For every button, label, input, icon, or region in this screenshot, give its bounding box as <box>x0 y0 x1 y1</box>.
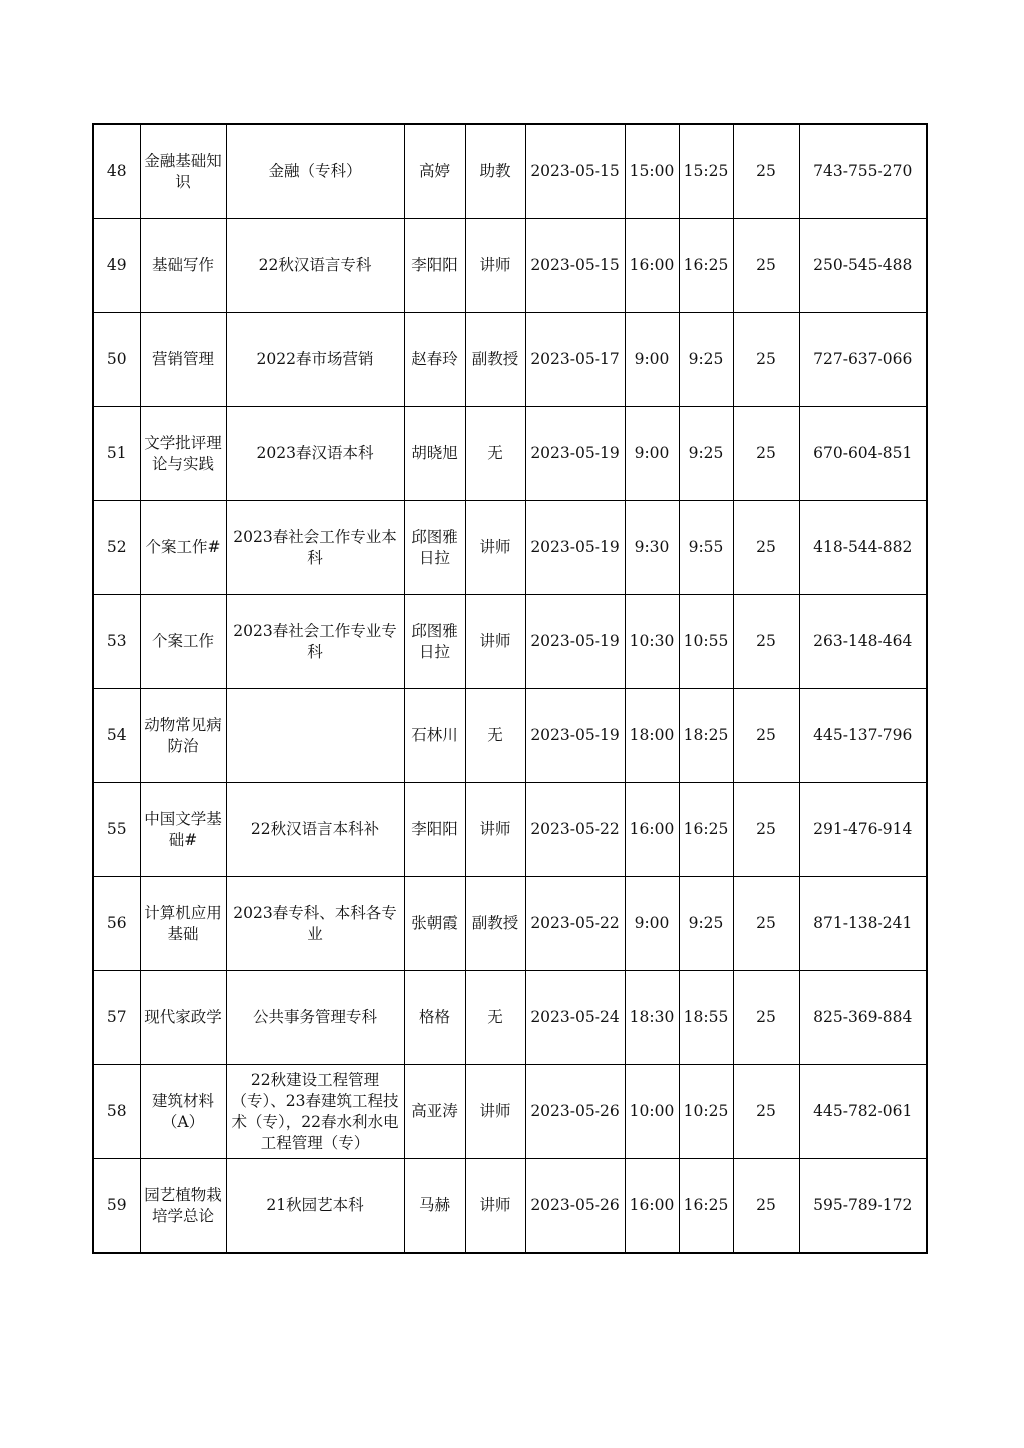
row-number-cell: 56 <box>93 877 140 971</box>
duration-cell: 25 <box>733 219 799 313</box>
row-number-cell: 58 <box>93 1065 140 1159</box>
start-time-cell: 15:00 <box>625 124 679 219</box>
teacher-name-cell: 石林川 <box>404 689 465 783</box>
class-name-cell: 2023春专科、本科各专业 <box>226 877 404 971</box>
date-cell: 2023-05-19 <box>525 689 625 783</box>
duration-cell: 25 <box>733 1065 799 1159</box>
date-cell: 2023-05-22 <box>525 877 625 971</box>
row-number-cell: 52 <box>93 501 140 595</box>
row-number-cell: 59 <box>93 1159 140 1254</box>
teacher-title-cell: 无 <box>465 407 525 501</box>
meeting-id-cell: 670-604-851 <box>799 407 927 501</box>
meeting-id-cell: 250-545-488 <box>799 219 927 313</box>
teacher-title-cell: 讲师 <box>465 1159 525 1254</box>
table-row <box>93 219 927 313</box>
schedule-table <box>92 123 928 1254</box>
end-time-cell: 16:25 <box>679 783 733 877</box>
course-name-cell: 现代家政学 <box>140 971 226 1065</box>
start-time-cell: 9:00 <box>625 407 679 501</box>
table-row <box>93 877 927 971</box>
date-cell: 2023-05-19 <box>525 501 625 595</box>
duration-cell: 25 <box>733 1159 799 1254</box>
class-name-cell: 2022春市场营销 <box>226 313 404 407</box>
course-name-cell: 个案工作# <box>140 501 226 595</box>
teacher-name-cell: 邱图雅日拉 <box>404 501 465 595</box>
end-time-cell: 15:25 <box>679 124 733 219</box>
class-name-cell: 22秋汉语言本科补 <box>226 783 404 877</box>
course-name-cell: 文学批评理论与实践 <box>140 407 226 501</box>
end-time-cell: 9:25 <box>679 407 733 501</box>
table-row <box>93 1065 927 1159</box>
table-row <box>93 971 927 1065</box>
class-name-cell: 金融（专科） <box>226 124 404 219</box>
start-time-cell: 18:00 <box>625 689 679 783</box>
duration-cell: 25 <box>733 595 799 689</box>
class-name-cell: 2023春社会工作专业专科 <box>226 595 404 689</box>
course-name-cell: 个案工作 <box>140 595 226 689</box>
teacher-name-cell: 李阳阳 <box>404 783 465 877</box>
start-time-cell: 10:30 <box>625 595 679 689</box>
date-cell: 2023-05-26 <box>525 1065 625 1159</box>
meeting-id-cell: 263-148-464 <box>799 595 927 689</box>
row-number-cell: 50 <box>93 313 140 407</box>
class-name-cell: 2023春社会工作专业本科 <box>226 501 404 595</box>
teacher-name-cell: 格格 <box>404 971 465 1065</box>
course-name-cell: 动物常见病防治 <box>140 689 226 783</box>
date-cell: 2023-05-19 <box>525 595 625 689</box>
start-time-cell: 10:00 <box>625 1065 679 1159</box>
end-time-cell: 16:25 <box>679 1159 733 1254</box>
teacher-name-cell: 高亚涛 <box>404 1065 465 1159</box>
teacher-title-cell: 讲师 <box>465 219 525 313</box>
teacher-title-cell: 助教 <box>465 124 525 219</box>
course-name-cell: 金融基础知识 <box>140 124 226 219</box>
duration-cell: 25 <box>733 689 799 783</box>
duration-cell: 25 <box>733 313 799 407</box>
table-row <box>93 313 927 407</box>
teacher-title-cell: 讲师 <box>465 1065 525 1159</box>
teacher-title-cell: 无 <box>465 689 525 783</box>
row-number-cell: 48 <box>93 124 140 219</box>
date-cell: 2023-05-19 <box>525 407 625 501</box>
row-number-cell: 51 <box>93 407 140 501</box>
course-name-cell: 中国文学基础# <box>140 783 226 877</box>
date-cell: 2023-05-26 <box>525 1159 625 1254</box>
start-time-cell: 16:00 <box>625 219 679 313</box>
table-row <box>93 595 927 689</box>
table-row <box>93 1159 927 1254</box>
end-time-cell: 18:55 <box>679 971 733 1065</box>
start-time-cell: 18:30 <box>625 971 679 1065</box>
start-time-cell: 9:00 <box>625 877 679 971</box>
teacher-title-cell: 副教授 <box>465 877 525 971</box>
duration-cell: 25 <box>733 501 799 595</box>
teacher-name-cell: 赵春玲 <box>404 313 465 407</box>
duration-cell: 25 <box>733 877 799 971</box>
duration-cell: 25 <box>733 407 799 501</box>
date-cell: 2023-05-17 <box>525 313 625 407</box>
teacher-title-cell: 无 <box>465 971 525 1065</box>
meeting-id-cell: 595-789-172 <box>799 1159 927 1254</box>
start-time-cell: 9:00 <box>625 313 679 407</box>
duration-cell: 25 <box>733 124 799 219</box>
table-row <box>93 783 927 877</box>
duration-cell: 25 <box>733 971 799 1065</box>
class-name-cell <box>226 689 404 783</box>
table-row <box>93 124 927 219</box>
end-time-cell: 10:55 <box>679 595 733 689</box>
end-time-cell: 9:25 <box>679 313 733 407</box>
end-time-cell: 10:25 <box>679 1065 733 1159</box>
row-number-cell: 57 <box>93 971 140 1065</box>
teacher-name-cell: 马赫 <box>404 1159 465 1254</box>
teacher-name-cell: 李阳阳 <box>404 219 465 313</box>
class-name-cell: 21秋园艺本科 <box>226 1159 404 1254</box>
table-row <box>93 689 927 783</box>
meeting-id-cell: 445-782-061 <box>799 1065 927 1159</box>
class-name-cell: 公共事务管理专科 <box>226 971 404 1065</box>
teacher-name-cell: 张朝霞 <box>404 877 465 971</box>
row-number-cell: 53 <box>93 595 140 689</box>
meeting-id-cell: 871-138-241 <box>799 877 927 971</box>
teacher-title-cell: 讲师 <box>465 783 525 877</box>
date-cell: 2023-05-15 <box>525 124 625 219</box>
class-name-cell: 2023春汉语本科 <box>226 407 404 501</box>
teacher-name-cell: 胡晓旭 <box>404 407 465 501</box>
meeting-id-cell: 445-137-796 <box>799 689 927 783</box>
end-time-cell: 16:25 <box>679 219 733 313</box>
end-time-cell: 9:25 <box>679 877 733 971</box>
course-name-cell: 营销管理 <box>140 313 226 407</box>
meeting-id-cell: 418-544-882 <box>799 501 927 595</box>
start-time-cell: 16:00 <box>625 1159 679 1254</box>
meeting-id-cell: 291-476-914 <box>799 783 927 877</box>
course-name-cell: 园艺植物栽培学总论 <box>140 1159 226 1254</box>
row-number-cell: 49 <box>93 219 140 313</box>
teacher-title-cell: 副教授 <box>465 313 525 407</box>
class-name-cell: 22秋建设工程管理（专）、23春建筑工程技术（专），22春水利水电工程管理（专） <box>226 1065 404 1159</box>
class-name-cell: 22秋汉语言专科 <box>226 219 404 313</box>
row-number-cell: 54 <box>93 689 140 783</box>
teacher-name-cell: 邱图雅日拉 <box>404 595 465 689</box>
end-time-cell: 18:25 <box>679 689 733 783</box>
course-name-cell: 建筑材料（A） <box>140 1065 226 1159</box>
end-time-cell: 9:55 <box>679 501 733 595</box>
date-cell: 2023-05-24 <box>525 971 625 1065</box>
start-time-cell: 9:30 <box>625 501 679 595</box>
row-number-cell: 55 <box>93 783 140 877</box>
table-row <box>93 501 927 595</box>
meeting-id-cell: 743-755-270 <box>799 124 927 219</box>
duration-cell: 25 <box>733 783 799 877</box>
meeting-id-cell: 727-637-066 <box>799 313 927 407</box>
table-row <box>93 407 927 501</box>
course-name-cell: 计算机应用基础 <box>140 877 226 971</box>
meeting-id-cell: 825-369-884 <box>799 971 927 1065</box>
teacher-title-cell: 讲师 <box>465 501 525 595</box>
course-name-cell: 基础写作 <box>140 219 226 313</box>
teacher-name-cell: 高婷 <box>404 124 465 219</box>
teacher-title-cell: 讲师 <box>465 595 525 689</box>
date-cell: 2023-05-15 <box>525 219 625 313</box>
start-time-cell: 16:00 <box>625 783 679 877</box>
date-cell: 2023-05-22 <box>525 783 625 877</box>
